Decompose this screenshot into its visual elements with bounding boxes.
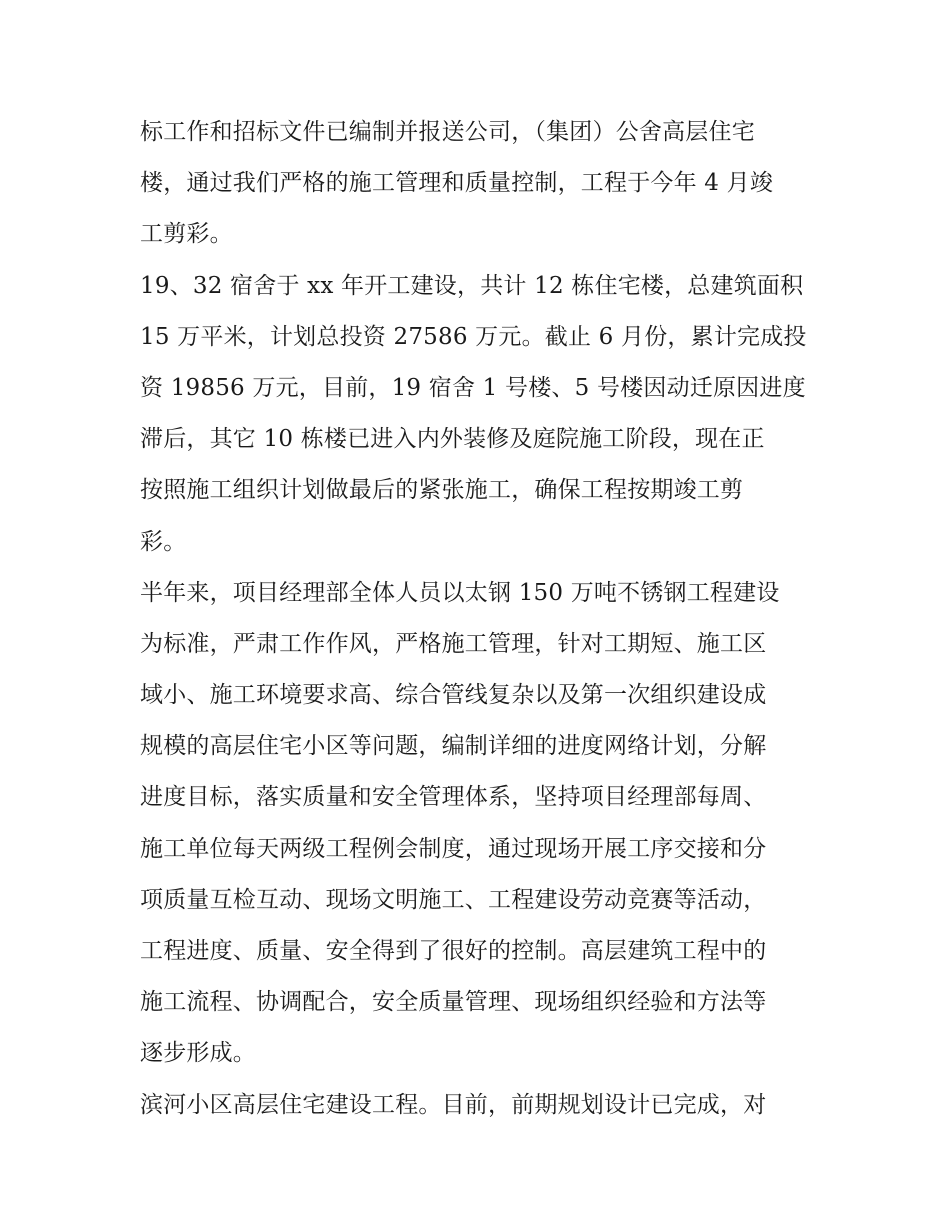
text-line: 15 万平米，计划总投资 27586 万元。截止 6 月份，累计完成投 xyxy=(140,323,807,350)
text-line: 楼，通过我们严格的施工管理和质量控制，工程于今年 4 月竣 xyxy=(140,170,774,197)
text-line: 资 19856 万元，目前，19 宿舍 1 号楼、5 号楼因动迁原因进度 xyxy=(140,374,806,401)
text-line: 项质量互检互动、现场文明施工、工程建设劳动竞赛等活动， xyxy=(140,886,767,913)
text-line: 为标准，严肃工作作风，严格施工管理，针对工期短、施工区 xyxy=(140,630,767,657)
text-line: 19、32 宿舍于 xx 年开工建设，共计 12 栋住宅楼，总建筑面积 xyxy=(140,272,804,299)
text-line: 按照施工组织计划做最后的紧张施工，确保工程按期竣工剪 xyxy=(140,477,744,504)
text-line: 滨河小区高层住宅建设工程。目前，前期规划设计已完成，对 xyxy=(140,1091,767,1118)
text-line: 工剪彩。 xyxy=(140,221,233,248)
text-line: 进度目标，落实质量和安全管理体系，坚持项目经理部每周、 xyxy=(140,784,767,811)
text-line: 工程进度、质量、安全得到了很好的控制。高层建筑工程中的 xyxy=(140,938,767,964)
document-body xyxy=(140,107,820,1131)
text-line: 标工作和招标文件已编制并报送公司，（集团）公舍高层住宅 xyxy=(140,119,755,145)
text-line: 半年来，项目经理部全体人员以太钢 150 万吨不锈钢工程建设 xyxy=(140,579,780,606)
text-line: 施工流程、协调配合，安全质量管理、现场组织经验和方法等 xyxy=(140,989,767,1016)
text-line: 域小、施工环境要求高、综合管线复杂以及第一次组织建设成 xyxy=(140,682,767,709)
text-line: 逐步形成。 xyxy=(140,1040,256,1067)
text-line: 滞后，其它 10 栋楼已进入内外装修及庭院施工阶段，现在正 xyxy=(140,426,765,453)
text-line: 施工单位每天两级工程例会制度，通过现场开展工序交接和分 xyxy=(140,835,767,862)
text-line: 规模的高层住宅小区等问题，编制详细的进度网络计划，分解 xyxy=(140,733,767,760)
text-line: 彩。 xyxy=(140,528,187,555)
